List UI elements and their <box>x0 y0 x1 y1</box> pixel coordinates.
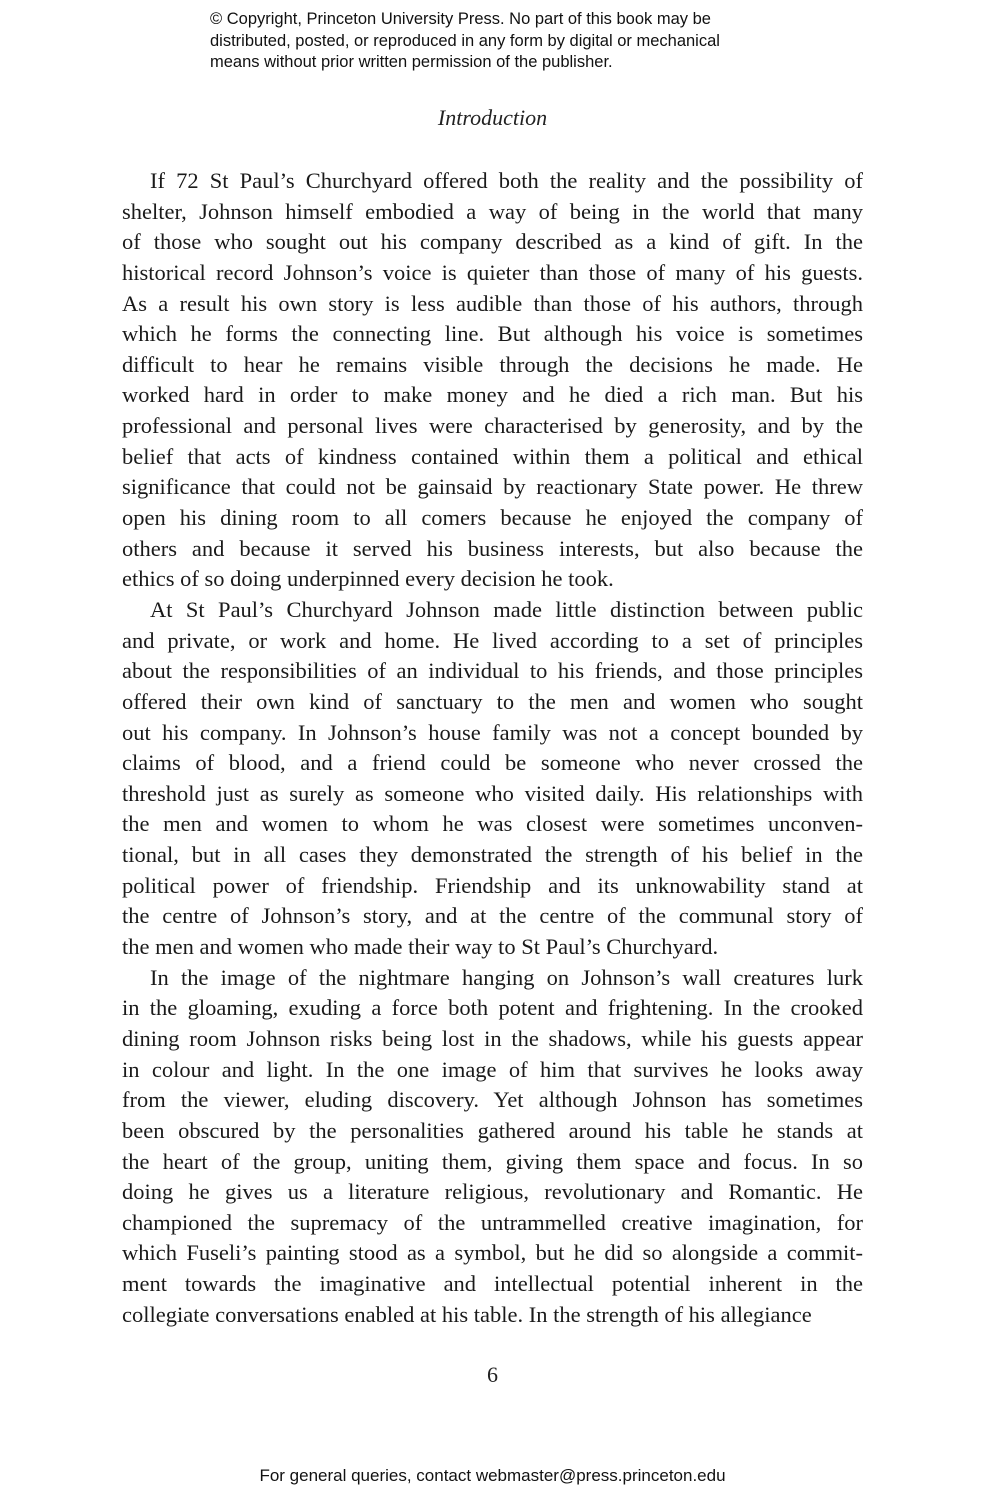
text-line: significance that could not be gainsaid by reactionary State power. He threw <box>122 474 863 500</box>
text-line: open his dining room to all comers because he enjoyed the company of <box>122 505 863 531</box>
text-line: tional, but in all cases they demonstrated the strength of his belief in the <box>122 842 863 868</box>
text-line: worked hard in order to make money and he died a rich man. But his <box>122 382 863 408</box>
text-line: the heart of the group, uniting them, giving them space and focus. In so <box>122 1148 863 1174</box>
text-line: shelter, Johnson himself embodied a way of being in the world that many <box>122 198 863 224</box>
text-line: which Fuseli’s painting stood as a symbol, but he did so alongside a commit- <box>122 1240 863 1266</box>
text-line: As a result his own story is less audible than those of his authors, through <box>122 290 863 316</box>
text-line: about the responsibilities of an individual to his friends, and those principles <box>122 658 863 684</box>
text-line: and private, or work and home. He lived according to a set of principles <box>122 627 863 653</box>
copyright-line: means without prior written permission of the publisher. <box>210 53 613 71</box>
text-line: claims of blood, and a friend could be someone who never crossed the <box>122 750 863 776</box>
text-line: dining room Johnson risks being lost in the shadows, while his guests appear <box>122 1025 863 1051</box>
copyright-notice <box>210 9 810 74</box>
text-line: If 72 St Paul’s Churchyard offered both the reality and the possibility of <box>150 168 863 193</box>
text-line: threshold just as surely as someone who visited daily. His relationships with <box>122 780 863 806</box>
text-line: political power of friendship. Friendship and its unknowability stand at <box>122 872 863 898</box>
text-line: which he forms the connecting line. But although his voice is sometimes <box>122 321 863 347</box>
paragraph <box>122 595 863 963</box>
footer-contact: For general queries, contact webmaster@press.princeton.edu <box>259 1466 726 1485</box>
text-line: In the image of the nightmare hanging on Johnson’s wall creatures lurk <box>150 964 863 990</box>
copyright-line: © Copyright, Princeton University Press. No part of this book may be <box>210 10 711 28</box>
text-line: of those who sought out his company described as a kind of gift. In the <box>122 229 863 255</box>
running-head: Introduction <box>437 105 548 130</box>
text-line: At St Paul’s Churchyard Johnson made little distinction between public <box>150 596 863 622</box>
text-line: been obscured by the personalities gathered around his table he stands at <box>122 1117 863 1143</box>
page-number: 6 <box>487 1362 498 1387</box>
text-line: others and because it served his business interests, but also because the <box>122 535 863 561</box>
text-line: ethics of so doing underpinned every decision he took. <box>122 566 614 592</box>
text-line: historical record Johnson’s voice is quieter than those of many of his guests. <box>122 259 863 285</box>
text-line: the men and women who made their way to St Paul’s Churchyard. <box>122 934 719 960</box>
text-line: belief that acts of kindness contained within them a political and ethical <box>122 443 863 469</box>
text-line: in colour and light. In the one image of him that survives he looks away <box>122 1056 863 1082</box>
text-line: from the viewer, eluding discovery. Yet although Johnson has sometimes <box>122 1087 863 1113</box>
body-text <box>122 166 863 1330</box>
text-line: ment towards the imaginative and intellectual potential inherent in the <box>122 1271 863 1297</box>
text-line: the centre of Johnson’s story, and at the centre of the communal story of <box>122 903 863 929</box>
text-line: the men and women to whom he was closest were sometimes unconven- <box>122 811 863 837</box>
text-line: difficult to hear he remains visible through the decisions he made. He <box>122 351 863 377</box>
text-line: professional and personal lives were characterised by generosity, and by the <box>122 413 863 439</box>
text-line: collegiate conversations enabled at his table. In the strength of his allegiance <box>122 1301 812 1327</box>
text-line: doing he gives us a literature religious, revolutionary and Romantic. He <box>122 1179 863 1205</box>
text-line: in the gloaming, exuding a force both potent and frightening. In the crooked <box>122 995 863 1021</box>
paragraph <box>122 166 863 595</box>
text-line: offered their own kind of sanctuary to the men and women who sought <box>122 688 863 714</box>
text-line: out his company. In Johnson’s house family was not a concept bounded by <box>122 719 863 745</box>
paragraph <box>122 963 863 1331</box>
copyright-line: distributed, posted, or reproduced in any form by digital or mechanical <box>210 31 720 50</box>
text-line: championed the supremacy of the untrammelled creative imagination, for <box>122 1209 863 1235</box>
